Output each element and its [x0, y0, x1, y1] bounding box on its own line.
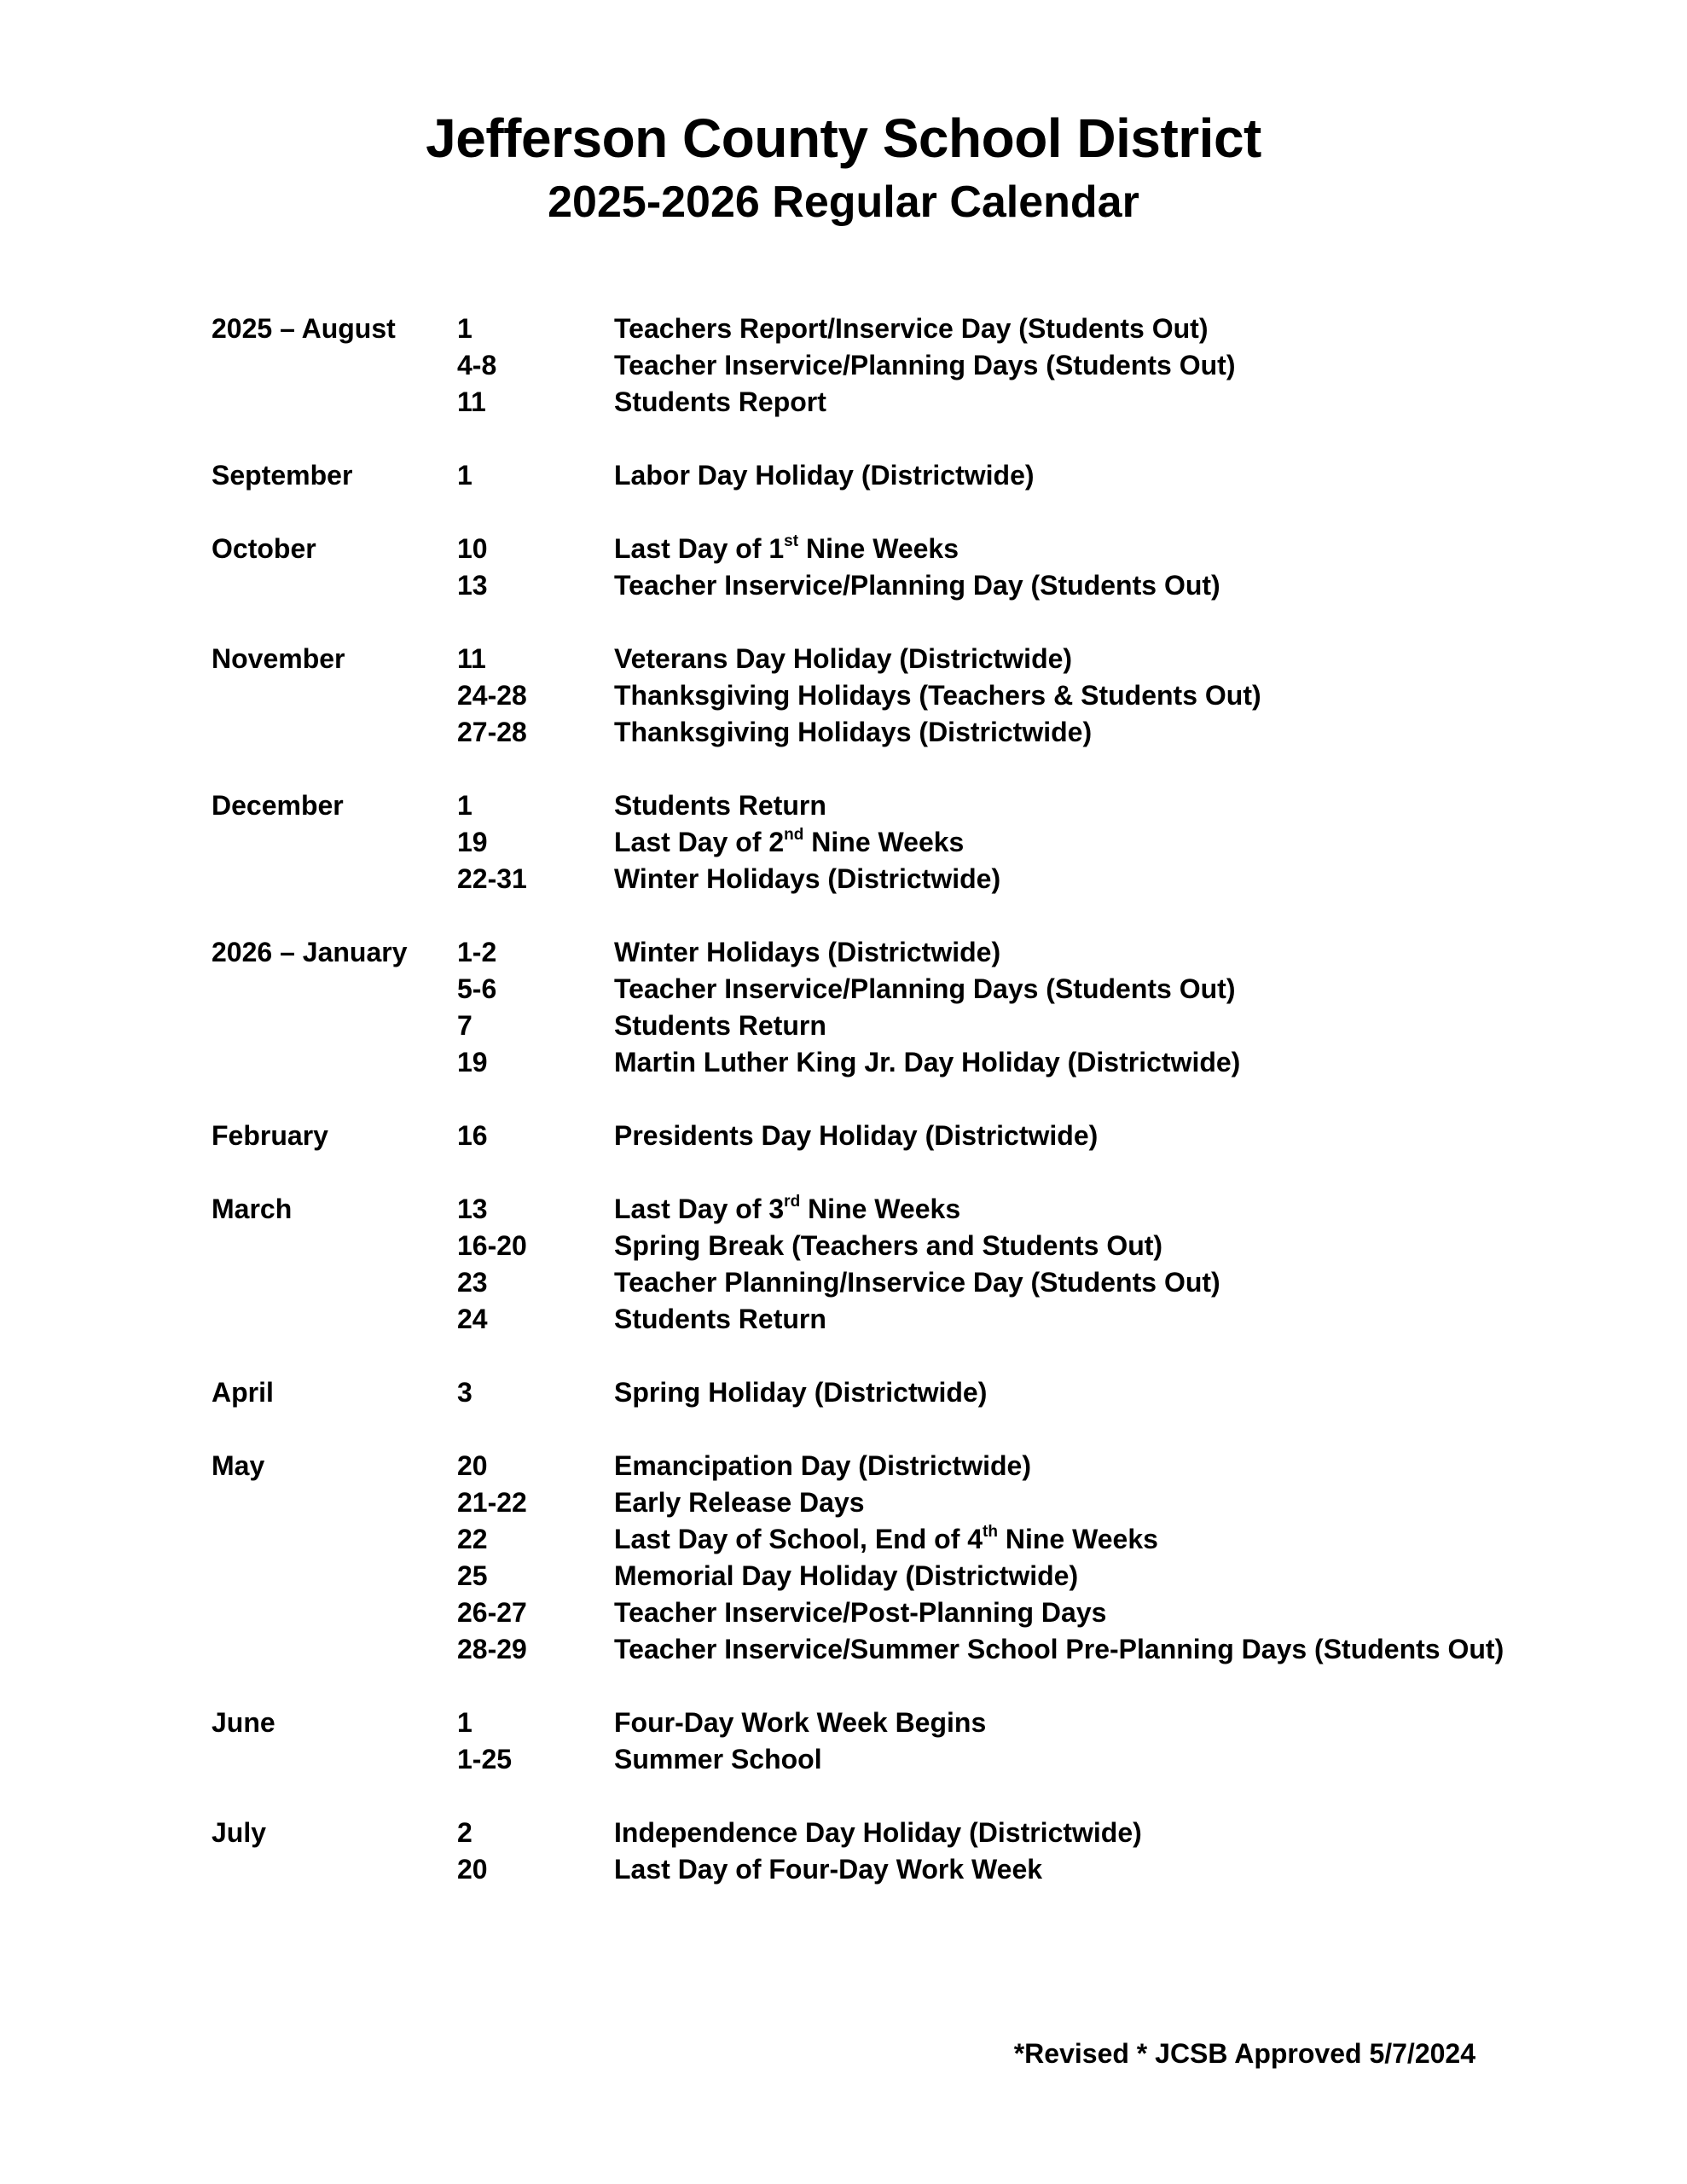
month-label: June: [212, 1707, 275, 1738]
event-description: [614, 1558, 1542, 1594]
event-text: Last Day of Four-Day Work Week: [614, 1854, 1043, 1885]
event-description: [614, 1044, 1542, 1081]
event-text: Emancipation Day (Districtwide): [614, 1450, 1031, 1481]
event-date: 2: [457, 1817, 472, 1848]
event-description: [614, 641, 1542, 677]
event-row: [212, 714, 1542, 751]
event-row: [212, 971, 1542, 1008]
event-description: [614, 1118, 1542, 1154]
event-description: [614, 347, 1542, 384]
event-row: [212, 861, 1542, 897]
month-group: [212, 1815, 1542, 1888]
event-row: [212, 1008, 1542, 1044]
event-text: Four-Day Work Week Begins: [614, 1707, 987, 1738]
event-row: [212, 787, 1542, 824]
event-description: [614, 971, 1542, 1008]
month-label: [212, 677, 457, 714]
event-date: 1: [457, 790, 472, 821]
event-date: 1: [457, 313, 472, 344]
event-row: [212, 1558, 1542, 1594]
event-date: 19: [457, 1047, 488, 1077]
event-description: [614, 1851, 1542, 1888]
event-text: Last Day of School, End of 4: [614, 1524, 983, 1554]
event-description: [614, 1521, 1542, 1558]
month-label: [212, 1631, 457, 1668]
event-date: 20: [457, 1854, 488, 1885]
event-date: 27-28: [457, 717, 527, 747]
event-row: [212, 347, 1542, 384]
event-description: [614, 384, 1542, 421]
event-description: [614, 1264, 1542, 1301]
event-text: Nine Weeks: [997, 1524, 1158, 1554]
event-row: [212, 1301, 1542, 1338]
event-row: [212, 1228, 1542, 1264]
event-date: 1: [457, 1707, 472, 1738]
month-label: [212, 1044, 457, 1081]
event-text: Teachers Report/Inservice Day (Students Out): [614, 313, 1209, 344]
event-date: 4-8: [457, 350, 497, 380]
event-text: Teacher Inservice/Planning Days (Students Out): [614, 973, 1236, 1004]
event-text: Last Day of 2: [614, 827, 785, 857]
month-label: [212, 1594, 457, 1631]
event-text: Early Release Days: [614, 1487, 865, 1518]
month-label: [212, 1741, 457, 1778]
month-label: February: [212, 1120, 328, 1151]
event-description: [614, 1228, 1542, 1264]
event-description: [614, 714, 1542, 751]
event-text: Students Report: [614, 386, 826, 417]
month-label: April: [212, 1377, 274, 1408]
event-text: Students Return: [614, 1010, 826, 1041]
month-group: [212, 311, 1542, 421]
month-label: [212, 1558, 457, 1594]
event-description: [614, 1631, 1542, 1668]
event-row: [212, 1851, 1542, 1888]
month-group: [212, 1191, 1542, 1338]
event-text: Martin Luther King Jr. Day Holiday (Districtwide): [614, 1047, 1241, 1077]
event-description: [614, 531, 1542, 567]
event-description: [614, 1484, 1542, 1521]
event-description: [614, 1448, 1542, 1484]
calendar-list: [212, 311, 1542, 1925]
month-label: May: [212, 1450, 265, 1481]
event-row: [212, 641, 1542, 677]
ordinal-suffix: rd: [784, 1193, 801, 1211]
event-description: [614, 1705, 1542, 1741]
event-text: Students Return: [614, 1304, 826, 1334]
event-row: [212, 457, 1542, 494]
event-date: 24: [457, 1304, 488, 1334]
event-description: [614, 1301, 1542, 1338]
month-label: July: [212, 1817, 267, 1848]
event-description: [614, 787, 1542, 824]
event-date: 11: [457, 643, 486, 674]
event-row: [212, 1374, 1542, 1411]
month-label: 2026 – January: [212, 937, 408, 967]
month-group: [212, 641, 1542, 751]
month-label: September: [212, 460, 353, 491]
event-text: Veterans Day Holiday (Districtwide): [614, 643, 1073, 674]
event-date: 13: [457, 1194, 488, 1224]
event-text: Winter Holidays (Districtwide): [614, 863, 1001, 894]
event-row: [212, 1705, 1542, 1741]
event-date: 1-25: [457, 1744, 513, 1774]
month-label: [212, 861, 457, 897]
event-description: [614, 1191, 1542, 1228]
event-row: [212, 1631, 1542, 1668]
event-description: [614, 1374, 1542, 1411]
month-label: [212, 1521, 457, 1558]
event-date: 26-27: [457, 1597, 527, 1628]
month-group: [212, 1448, 1542, 1668]
month-label: [212, 347, 457, 384]
page-subtitle: 2025-2026 Regular Calendar: [548, 177, 1139, 227]
event-date: 11: [457, 386, 486, 417]
event-text: Summer School: [614, 1744, 822, 1774]
event-row: [212, 1448, 1542, 1484]
month-group: [212, 1118, 1542, 1154]
month-label: [212, 1228, 457, 1264]
month-group: [212, 457, 1542, 494]
month-label: [212, 714, 457, 751]
event-text: Memorial Day Holiday (Districtwide): [614, 1560, 1079, 1591]
event-text: Nine Weeks: [798, 533, 959, 564]
event-description: [614, 457, 1542, 494]
month-label: [212, 1264, 457, 1301]
event-text: Teacher Planning/Inservice Day (Students Out): [614, 1267, 1220, 1298]
month-group: [212, 1705, 1542, 1778]
event-date: 16: [457, 1120, 488, 1151]
month-label: December: [212, 790, 344, 821]
event-row: [212, 531, 1542, 567]
event-description: [614, 1815, 1542, 1851]
month-label: October: [212, 533, 316, 564]
event-date: 22-31: [457, 863, 527, 894]
ordinal-suffix: nd: [784, 826, 804, 845]
event-description: [614, 567, 1542, 604]
event-date: 16-20: [457, 1230, 527, 1261]
event-date: 1-2: [457, 937, 497, 967]
month-label: [212, 567, 457, 604]
month-label: November: [212, 643, 345, 674]
event-date: 23: [457, 1267, 488, 1298]
event-text: Teacher Inservice/Planning Days (Students Out): [614, 350, 1236, 380]
event-row: [212, 677, 1542, 714]
month-label: [212, 971, 457, 1008]
page-title: Jefferson County School District: [426, 107, 1261, 169]
event-date: 3: [457, 1377, 472, 1408]
event-row: [212, 1044, 1542, 1081]
event-row: [212, 311, 1542, 347]
event-row: [212, 1521, 1542, 1558]
event-date: 5-6: [457, 973, 497, 1004]
event-description: [614, 1741, 1542, 1778]
event-date: 21-22: [457, 1487, 527, 1518]
month-group: [212, 787, 1542, 897]
event-text: Thanksgiving Holidays (Districtwide): [614, 717, 1093, 747]
ordinal-suffix: st: [784, 532, 799, 551]
event-text: Spring Break (Teachers and Students Out): [614, 1230, 1163, 1261]
month-label: [212, 1301, 457, 1338]
event-text: Spring Holiday (Districtwide): [614, 1377, 988, 1408]
event-date: 25: [457, 1560, 488, 1591]
month-label: [212, 1851, 457, 1888]
event-text: Last Day of 1: [614, 533, 785, 564]
event-description: [614, 677, 1542, 714]
month-label: 2025 – August: [212, 313, 396, 344]
month-label: March: [212, 1194, 293, 1224]
event-row: [212, 384, 1542, 421]
event-row: [212, 1191, 1542, 1228]
event-date: 13: [457, 570, 488, 601]
event-description: [614, 311, 1542, 347]
event-text: Presidents Day Holiday (Districtwide): [614, 1120, 1099, 1151]
event-date: 19: [457, 827, 488, 857]
event-row: [212, 1815, 1542, 1851]
ordinal-suffix: th: [983, 1523, 998, 1542]
month-label: [212, 384, 457, 421]
month-label: [212, 1008, 457, 1044]
event-date: 22: [457, 1524, 488, 1554]
event-row: [212, 1741, 1542, 1778]
event-text: Independence Day Holiday (Districtwide): [614, 1817, 1142, 1848]
event-description: [614, 934, 1542, 971]
event-text: Teacher Inservice/Post-Planning Days: [614, 1597, 1107, 1628]
event-row: [212, 1264, 1542, 1301]
event-text: Teacher Inservice/Planning Day (Students Out): [614, 570, 1220, 601]
month-label: [212, 824, 457, 861]
event-date: 20: [457, 1450, 488, 1481]
event-row: [212, 1594, 1542, 1631]
event-text: Students Return: [614, 790, 826, 821]
event-text: Thanksgiving Holidays (Teachers & Students Out): [614, 680, 1261, 711]
event-date: 10: [457, 533, 488, 564]
event-date: 7: [457, 1010, 472, 1041]
event-description: [614, 861, 1542, 897]
event-row: [212, 824, 1542, 861]
month-label: [212, 1484, 457, 1521]
event-description: [614, 824, 1542, 861]
event-description: [614, 1008, 1542, 1044]
event-row: [212, 934, 1542, 971]
event-text: Last Day of 3: [614, 1194, 785, 1224]
event-text: Labor Day Holiday (Districtwide): [614, 460, 1035, 491]
event-row: [212, 1118, 1542, 1154]
event-date: 24-28: [457, 680, 527, 711]
month-group: [212, 531, 1542, 604]
event-row: [212, 567, 1542, 604]
event-row: [212, 1484, 1542, 1521]
revision-note: *Revised * JCSB Approved 5/7/2024: [1013, 2038, 1475, 2069]
event-text: Teacher Inservice/Summer School Pre-Planning Days (Students Out): [614, 1634, 1504, 1664]
event-text: Nine Weeks: [800, 1194, 961, 1224]
month-group: [212, 934, 1542, 1081]
event-text: Winter Holidays (Districtwide): [614, 937, 1001, 967]
event-date: 28-29: [457, 1634, 527, 1664]
month-group: [212, 1374, 1542, 1411]
event-text: Nine Weeks: [803, 827, 965, 857]
event-description: [614, 1594, 1542, 1631]
event-date: 1: [457, 460, 472, 491]
